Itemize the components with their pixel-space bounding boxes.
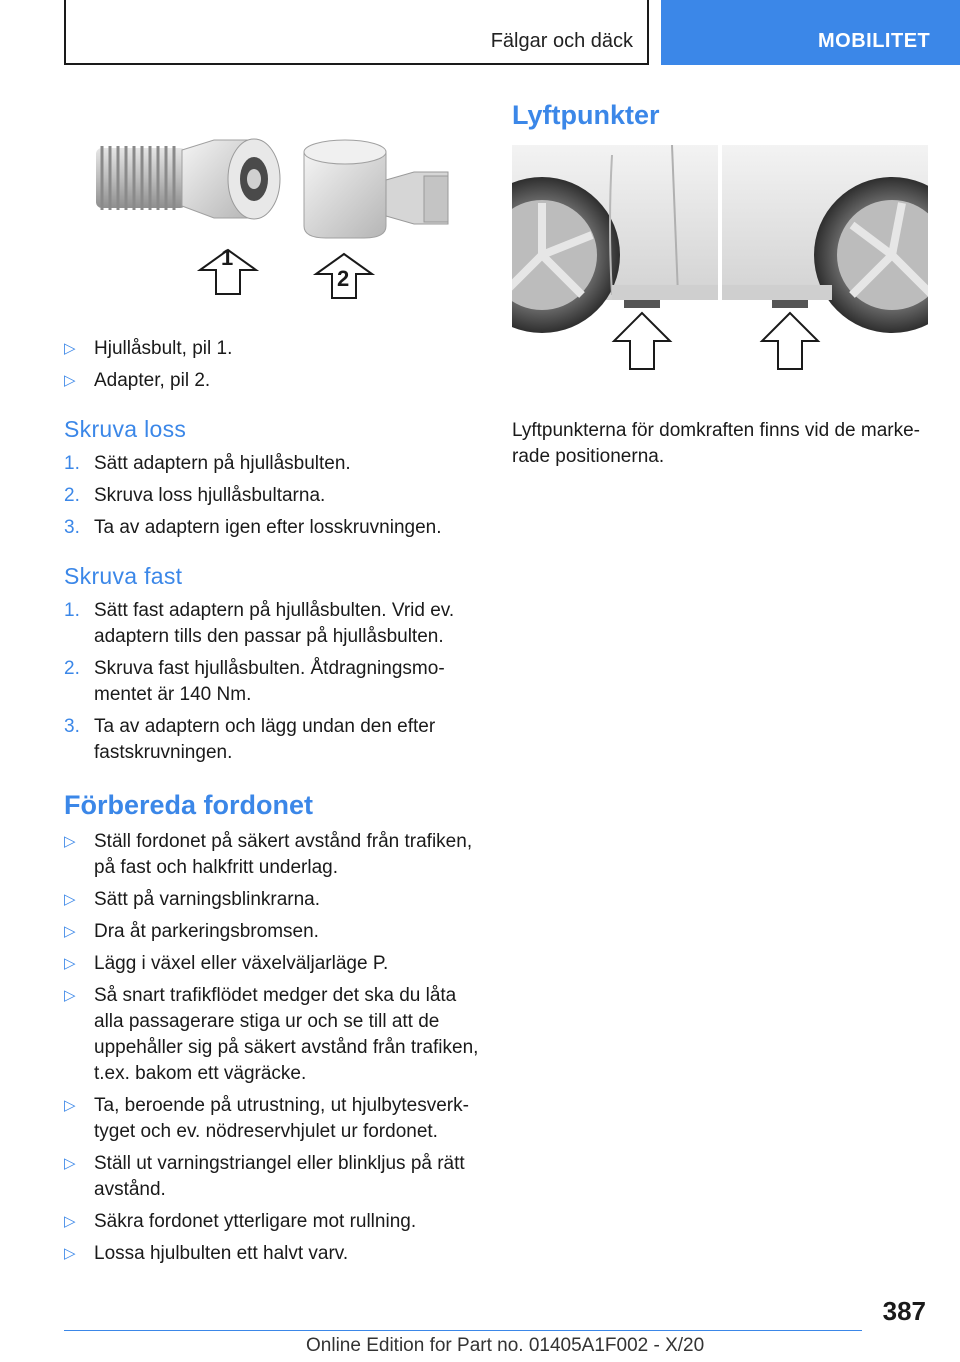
list-item: ▷ Ta, beroende på utrustning, ut hjulbytesverktyget och ev. nödreservhjulet ur fordonet. [64,1095,469,1142]
section-title: Fälgar och däck [490,30,633,52]
bullet-triangle-icon: ▷ [64,1155,76,1172]
bullet-triangle-icon: ▷ [64,891,76,908]
lift-points-heading: Lyftpunkter [512,100,660,130]
list-item: ▷ Hjullåsbult, pil 1. [64,336,484,362]
prepare-heading: Förbereda fordonet [64,790,314,820]
bullet-triangle-icon: ▷ [64,955,76,972]
bullet-triangle-icon: ▷ [64,1097,76,1114]
step-item: 3. Ta av adaptern igen efter losskruvningen. [64,517,442,538]
bullet-triangle-icon: ▷ [64,987,76,1004]
bullet-triangle-icon: ▷ [64,372,76,389]
chapter-title: MOBILITET [818,30,931,52]
wheel-lock-figure [64,120,484,310]
prepare-list [64,829,484,1267]
left-column [64,120,484,1273]
lift-points-description: Lyftpunkterna för domkraften finns vid de markerade positionerna. [512,420,920,467]
bullet-triangle-icon: ▷ [64,1213,76,1230]
tighten-steps [64,598,484,766]
list-item: ▷ Så snart trafikflödet medger det ska du låta alla passagerare stiga ur och se till att de uppehåller sig på säkert avstånd från trafiken, t.ex. bakom ett vägräcke. [64,985,479,1084]
bullet-triangle-icon: ▷ [64,923,76,940]
footer-edition: Online Edition for Part no. 01405A1F002 - X/20 [306,1335,705,1356]
loosen-heading: Skruva loss [64,416,187,442]
step-item: 2. Skruva fast hjullåsbulten. Åtdragningsmomentet är 140 Nm. [64,658,445,705]
step-item: 3. Ta av adaptern och lägg undan den efter fastskruvningen. [64,716,436,763]
loosen-steps [64,451,484,541]
step-item: 1. Sätt fast adaptern på hjullåsbulten. Vrid ev. adaptern tills den passar på hjullåsbulten. [64,600,455,647]
arrow-2-label: 2 [337,266,350,291]
list-item: ▷ Säkra fordonet ytterligare mot rullning. [64,1209,484,1235]
list-item: ▷ Sätt på varningsblinkrarna. [64,887,484,913]
chapter-tab [661,0,960,65]
list-item: ▷ Adapter, pil 2. [64,368,484,394]
header-section-box [64,0,649,65]
wheel-lock-bolt-adapter-illustration [64,120,484,310]
bolt-thread [96,146,186,210]
parts-list [64,336,484,394]
footer-divider [64,1330,862,1331]
list-item: ▷ Lossa hjulbulten ett halvt varv. [64,1241,484,1267]
list-item: ▷ Lägg i växel eller växelväljarläge P. [64,951,484,977]
step-item: 1. Sätt adaptern på hjullåsbulten. [64,453,351,474]
page-number: 387 [882,1296,926,1326]
bullet-triangle-icon: ▷ [64,1245,76,1262]
bullet-triangle-icon: ▷ [64,340,76,357]
list-item: ▷ Ställ fordonet på säkert avstånd från trafiken, på fast och halkfritt underlag. [64,831,473,878]
lift-points-car-illustration [512,145,928,395]
right-column [512,100,932,470]
tighten-heading: Skruva fast [64,563,183,589]
arrow-1-label: 1 [221,245,234,270]
list-item: ▷ Dra åt parkeringsbromsen. [64,919,484,945]
list-item: ▷ Ställ ut varningstriangel eller blinkljus på rätt avstånd. [64,1153,465,1200]
bullet-triangle-icon: ▷ [64,833,76,850]
step-item: 2. Skruva loss hjullåsbultarna. [64,485,326,506]
